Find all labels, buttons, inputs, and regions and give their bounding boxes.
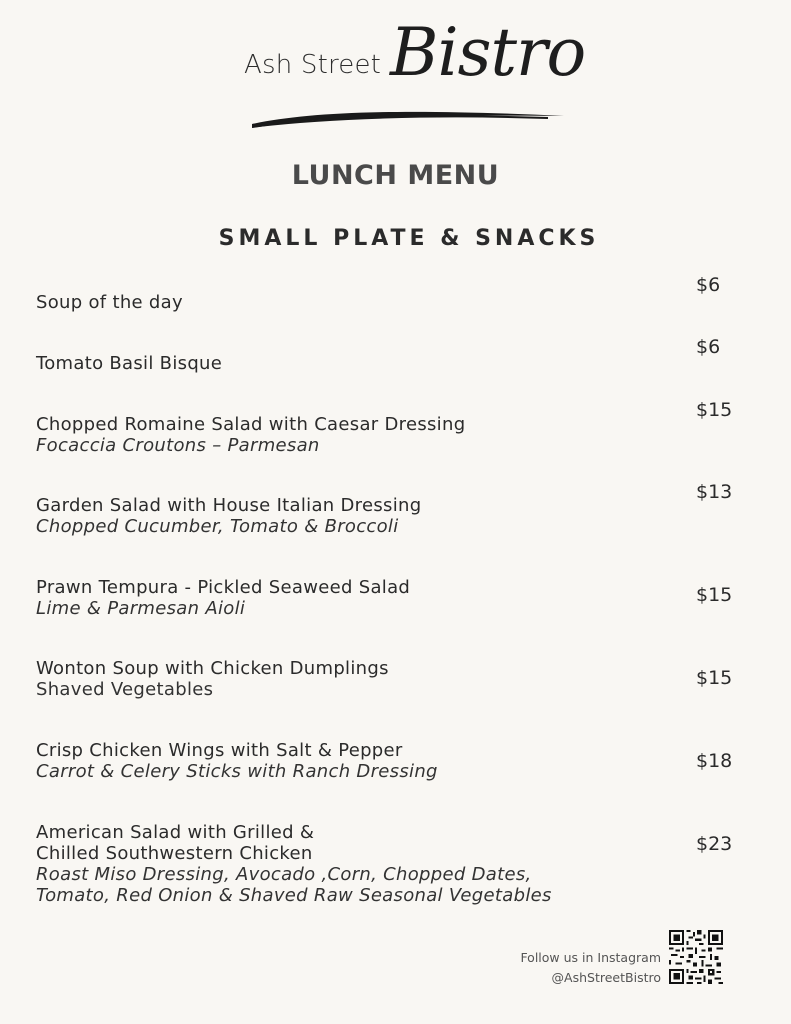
- item-price: $15: [696, 584, 733, 606]
- menu-item: [36, 495, 676, 537]
- item-name: Soup of the day: [36, 292, 183, 313]
- restaurant-logo: [240, 14, 586, 132]
- brush-stroke: [248, 106, 568, 132]
- item-description-line2: Tomato, Red Onion & Shaved Raw Seasonal Vegetables: [36, 885, 552, 906]
- qr-code-icon[interactable]: [669, 930, 723, 984]
- menu-item: [36, 414, 676, 456]
- item-name-line2: Chilled Southwestern Chicken: [36, 843, 313, 864]
- section-title: SMALL PLATE & SNACKS: [218, 226, 600, 251]
- item-price: $15: [696, 667, 733, 689]
- follow-label: Follow us in Instagram: [520, 950, 661, 965]
- item-name: Prawn Tempura - Pickled Seaweed Salad: [36, 577, 411, 598]
- item-price: $13: [696, 481, 733, 503]
- item-description: Carrot & Celery Sticks with Ranch Dressing: [36, 761, 438, 782]
- menu-item: [36, 292, 676, 313]
- item-price: $6: [696, 336, 721, 358]
- item-description-line1: Roast Miso Dressing, Avocado ,Corn, Chopped Dates,: [36, 864, 532, 885]
- item-name: Crisp Chicken Wings with Salt & Pepper: [36, 740, 403, 761]
- instagram-handle[interactable]: @AshStreetBistro: [551, 970, 661, 985]
- menu-item: [36, 353, 676, 374]
- item-name: Garden Salad with House Italian Dressing: [36, 495, 422, 516]
- menu-item: [36, 822, 676, 906]
- logo-ash-street: Ash Street: [244, 50, 382, 80]
- menu-item: [36, 740, 676, 782]
- item-description: Shaved Vegetables: [36, 679, 214, 700]
- item-description: Lime & Parmesan Aioli: [36, 598, 246, 619]
- item-description: Chopped Cucumber, Tomato & Broccoli: [36, 516, 399, 537]
- instagram-follow: [520, 948, 661, 988]
- item-price: $18: [696, 750, 733, 772]
- item-description: Focaccia Croutons – Parmesan: [36, 435, 320, 456]
- item-price: $23: [696, 833, 733, 855]
- menu-item: [36, 577, 676, 619]
- item-name-line1: American Salad with Grilled &: [36, 822, 315, 843]
- item-name: Chopped Romaine Salad with Caesar Dressing: [36, 414, 466, 435]
- logo-bistro: Bistro: [390, 14, 586, 91]
- item-name: Wonton Soup with Chicken Dumplings: [36, 658, 389, 679]
- item-price: $6: [696, 274, 721, 296]
- page-title: LUNCH MENU: [291, 160, 500, 191]
- item-name: Tomato Basil Bisque: [36, 353, 223, 374]
- item-price: $15: [696, 399, 733, 421]
- menu-item: [36, 658, 676, 700]
